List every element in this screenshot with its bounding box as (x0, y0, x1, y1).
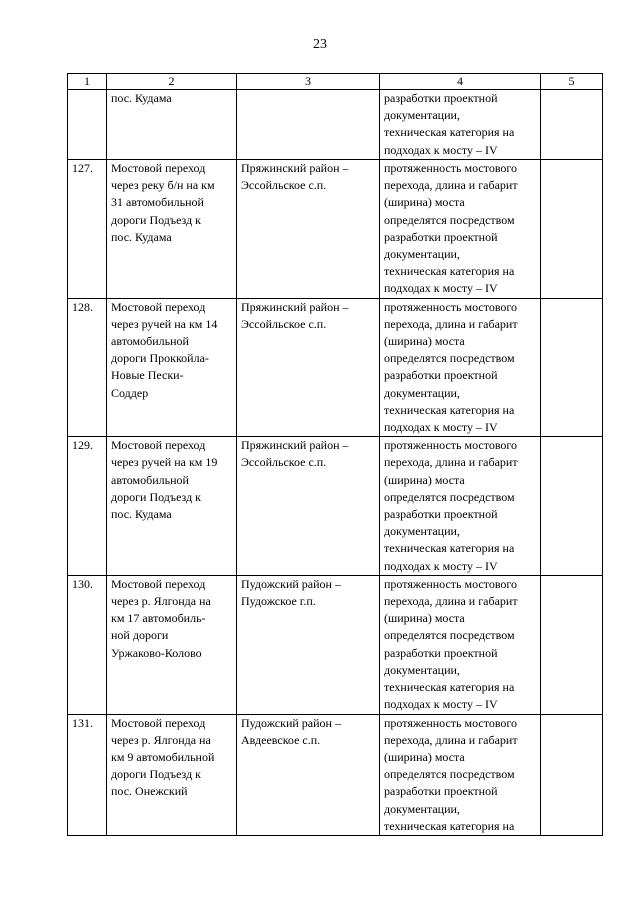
description-cell (380, 160, 541, 299)
table-header-row (68, 74, 603, 90)
location-cell-line: Эссойльское с.п. (241, 455, 327, 470)
row-number: 130. (68, 575, 107, 714)
object-name-cell-line: через ручей на км 19 (111, 455, 218, 470)
object-name-cell-line: автомобильной (111, 472, 189, 487)
note-cell (541, 714, 603, 835)
table-row (68, 160, 603, 299)
object-name-cell-line: Мостовой переход (111, 438, 206, 453)
description-cell-line: (ширина) моста (384, 611, 465, 626)
location-cell-line: Пряжинский район – (241, 161, 349, 175)
location-cell-line: Пряжинский район – (241, 438, 349, 453)
object-name-cell-line: Мостовой переход (111, 576, 206, 591)
description-cell-line: разработки проектной (384, 645, 498, 660)
note-cell (541, 575, 603, 714)
object-name-cell-line: пос. Онежский (111, 784, 188, 799)
description-cell (380, 298, 541, 437)
object-name-cell-line: Мостовой переход (111, 161, 206, 175)
object-name-cell-line: автомобильной (111, 334, 189, 349)
object-name-cell-line: 31 автомобильной (111, 195, 204, 210)
description-cell-line: техническая категория на (384, 264, 515, 279)
description-cell-line: (ширина) моста (384, 472, 465, 487)
description-cell-line: техническая категория на (384, 680, 515, 695)
object-name-cell-line: дороги Подъезд к (111, 489, 202, 504)
location-cell-line: Пудожский район – (241, 715, 341, 730)
object-name-cell (107, 90, 237, 160)
description-cell-line: перехода, длина и габарит (384, 594, 518, 609)
description-cell-line: (ширина) моста (384, 195, 465, 210)
description-cell-line: подходах к мосту – IV (384, 697, 498, 712)
table-row (68, 575, 603, 714)
description-cell-line: разработки проектной (384, 91, 498, 105)
object-name-cell-line: Соддер (111, 385, 149, 400)
note-cell (541, 90, 603, 160)
description-cell-line: разработки проектной (384, 368, 498, 383)
object-name-cell-line: пос. Кудама (111, 91, 172, 105)
description-cell-line: протяженность мостового (384, 299, 518, 314)
description-cell-line: протяженность мостового (384, 161, 518, 175)
row-number: 127. (68, 160, 107, 299)
description-cell-line: разработки проектной (384, 229, 498, 244)
object-name-cell-line: через ручей на км 14 (111, 316, 218, 331)
description-cell-line: подходах к мосту – IV (384, 420, 498, 435)
description-cell-line: определятся посредством (384, 351, 515, 366)
objects-table (67, 73, 603, 836)
description-cell-line: определятся посредством (384, 212, 515, 227)
description-cell-line: перехода, длина и габарит (384, 455, 518, 470)
location-cell (237, 90, 380, 160)
description-cell-line: перехода, длина и габарит (384, 732, 518, 747)
column-header: 4 (380, 74, 541, 90)
object-name-cell (107, 437, 237, 576)
description-cell-line: техническая категория на (384, 818, 515, 833)
note-cell (541, 298, 603, 437)
location-cell (237, 575, 380, 714)
table-row (68, 437, 603, 576)
column-header: 1 (68, 74, 107, 90)
object-name-cell (107, 160, 237, 299)
description-cell-line: разработки проектной (384, 784, 498, 799)
object-name-cell-line: дороги Подъезд к (111, 767, 202, 782)
table-row (68, 90, 603, 160)
object-name-cell-line: пос. Кудама (111, 507, 172, 522)
location-cell-line: Эссойльское с.п. (241, 316, 327, 331)
description-cell-line: определятся посредством (384, 628, 515, 643)
row-number (68, 90, 107, 160)
description-cell-line: подходах к мосту – IV (384, 558, 498, 573)
object-name-cell-line: через реку б/н на км (111, 178, 215, 193)
description-cell (380, 714, 541, 835)
object-name-cell-line: км 9 автомобильной (111, 749, 215, 764)
note-cell (541, 160, 603, 299)
column-header: 5 (541, 74, 603, 90)
description-cell (380, 90, 541, 160)
location-cell (237, 437, 380, 576)
row-number: 129. (68, 437, 107, 576)
description-cell-line: перехода, длина и габарит (384, 316, 518, 331)
description-cell-line: определятся посредством (384, 767, 515, 782)
description-cell-line: техническая категория на (384, 125, 515, 140)
description-cell-line: подходах к мосту – IV (384, 281, 498, 296)
object-name-cell (107, 298, 237, 437)
location-cell-line: Пудожское г.п. (241, 594, 316, 609)
description-cell-line: документации, (384, 801, 460, 816)
description-cell-line: протяженность мостового (384, 438, 518, 453)
description-cell-line: документации, (384, 108, 460, 123)
location-cell-line: Пудожский район – (241, 576, 341, 591)
table-body (68, 90, 603, 836)
description-cell-line: разработки проектной (384, 507, 498, 522)
location-cell (237, 160, 380, 299)
object-name-cell-line: Новые Пески- (111, 368, 184, 383)
object-name-cell (107, 714, 237, 835)
object-name-cell-line: через р. Ялгонда на (111, 594, 211, 609)
description-cell-line: определятся посредством (384, 489, 515, 504)
description-cell-line: перехода, длина и габарит (384, 178, 518, 193)
table-row (68, 714, 603, 835)
location-cell (237, 298, 380, 437)
object-name-cell-line: дороги Подъезд к (111, 212, 202, 227)
object-name-cell-line: Мостовой переход (111, 715, 206, 730)
description-cell-line: протяженность мостового (384, 715, 518, 730)
description-cell-line: документации, (384, 247, 460, 262)
row-number: 128. (68, 298, 107, 437)
page-number: 23 (313, 37, 327, 52)
note-cell (541, 437, 603, 576)
description-cell-line: техническая категория на (384, 402, 515, 417)
description-cell-line: документации, (384, 385, 460, 400)
description-cell-line: (ширина) моста (384, 334, 465, 349)
object-name-cell-line: дороги Проккойла- (111, 351, 209, 366)
object-name-cell-line: Мостовой переход (111, 299, 206, 314)
row-number: 131. (68, 714, 107, 835)
column-header: 2 (107, 74, 237, 90)
location-cell-line: Пряжинский район – (241, 299, 349, 314)
description-cell (380, 437, 541, 576)
description-cell (380, 575, 541, 714)
object-name-cell-line: км 17 автомобиль- (111, 611, 206, 626)
description-cell-line: (ширина) моста (384, 749, 465, 764)
location-cell (237, 714, 380, 835)
description-cell-line: документации, (384, 662, 460, 677)
description-cell-line: техническая категория на (384, 541, 515, 556)
description-cell-line: подходах к мосту – IV (384, 142, 498, 157)
column-header: 3 (237, 74, 380, 90)
location-cell-line: Эссойльское с.п. (241, 178, 327, 193)
object-name-cell-line: через р. Ялгонда на (111, 732, 211, 747)
object-name-cell (107, 575, 237, 714)
description-cell-line: протяженность мостового (384, 576, 518, 591)
description-cell-line: документации, (384, 524, 460, 539)
table-row (68, 298, 603, 437)
location-cell-line: Авдеевское с.п. (241, 732, 321, 747)
object-name-cell-line: ной дороги (111, 628, 169, 643)
object-name-cell-line: пос. Кудама (111, 229, 172, 244)
object-name-cell-line: Уржаково-Колово (111, 645, 202, 660)
